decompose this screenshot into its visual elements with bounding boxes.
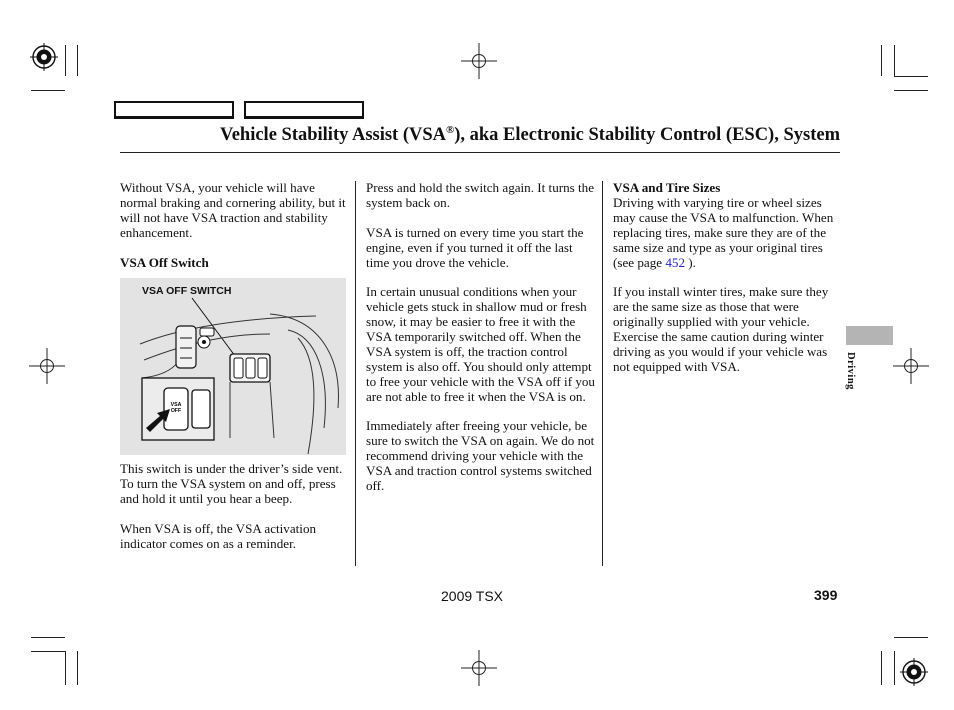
winter-tires-paragraph: If you install winter tires, make sure they are the same size as those that were originally supplied with your vehicle. Exercise the same caution during winter driving as you would if your vehicle was not equipped with VSA.	[613, 284, 829, 374]
registration-target-icon	[900, 658, 928, 686]
tire-sizes-paragraph	[613, 196, 839, 271]
footer-model-name: 2009 TSX	[441, 588, 504, 604]
column-divider	[602, 181, 603, 566]
page-title	[120, 124, 840, 146]
switch-location-paragraph: This switch is under the driver’s side vent. To turn the VSA system on and off, press and hold it until you hear a beep.	[120, 461, 343, 506]
nav-button-contents[interactable]	[114, 101, 234, 119]
section-heading-vsa-tire-sizes: VSA and Tire Sizes	[613, 180, 721, 195]
vsa-default-on-paragraph: VSA is turned on every time you start the engine, even if you turned it off the last time you drove the vehicle.	[366, 224, 584, 270]
crosshair-icon	[461, 650, 497, 686]
column-1-lower	[120, 462, 348, 566]
column-3	[613, 181, 839, 390]
section-side-label: Driving	[845, 352, 856, 390]
crosshair-icon	[29, 348, 65, 384]
tire-sizes-text: Driving with varying tire or wheel sizes may cause the VSA to malfunction. When replacing tires, make sure they are of the same size and type as your original tires (see page	[613, 194, 834, 270]
crosshair-icon	[461, 43, 497, 79]
column-2	[366, 181, 598, 509]
illustration-label: VSA OFF SWITCH	[142, 285, 232, 297]
tire-sizes-text-end: ).	[684, 254, 696, 270]
column-1	[120, 181, 348, 270]
vsa-off-switch-illustration	[120, 278, 346, 455]
title-divider	[120, 152, 840, 153]
page-title-text-end: ), aka Electronic Stability Control (ESC), System	[454, 125, 840, 146]
indicator-paragraph: When VSA is off, the VSA activation indicator comes on as a reminder.	[120, 520, 317, 551]
column-divider	[355, 181, 356, 566]
crosshair-icon	[893, 348, 929, 384]
section-heading-vsa-off-switch: VSA Off Switch	[120, 254, 209, 270]
nav-button-index[interactable]	[244, 101, 364, 119]
switch-face-text: VSA OFF	[170, 402, 182, 414]
press-again-paragraph: Press and hold the switch again. It turns the system back on.	[366, 180, 595, 210]
registered-mark: ®	[446, 124, 455, 136]
section-side-tab[interactable]	[846, 326, 893, 345]
intro-paragraph: Without VSA, your vehicle will have normal braking and cornering ability, but it will not have VSA traction and stability enhancement.	[120, 180, 346, 240]
page-reference-link[interactable]: 452	[665, 254, 685, 270]
dashboard-drawing	[120, 278, 346, 455]
after-freeing-paragraph: Immediately after freeing your vehicle, be sure to switch the VSA on again. We do not recommend driving your vehicle with the VSA and traction control systems switched off.	[366, 418, 595, 494]
page-number: 399	[814, 587, 838, 603]
page-title-text: Vehicle Stability Assist (VSA	[220, 125, 447, 146]
stuck-vehicle-paragraph: In certain unusual conditions when your vehicle gets stuck in shallow mud or fresh snow, it may be easier to free it with the VSA temporarily switched off. When the VSA system is off, the traction control system is also off. You should only attempt to free your vehicle with the VSA off if you are not able to free it when the VSA is on.	[366, 284, 595, 404]
registration-target-icon	[30, 43, 58, 71]
